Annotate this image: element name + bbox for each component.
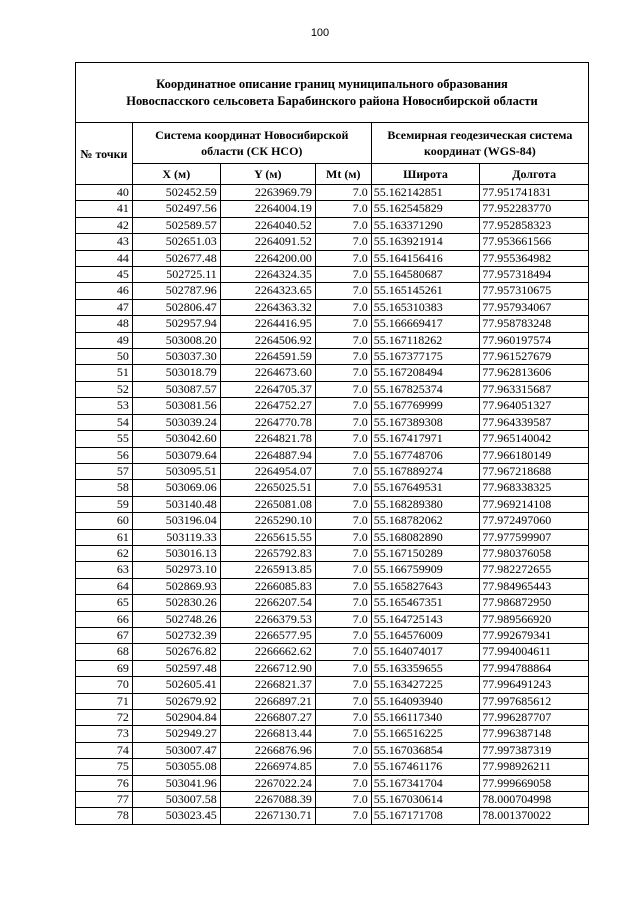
table-row bbox=[76, 431, 589, 447]
cell-point-number: 46 bbox=[76, 283, 133, 299]
table-row bbox=[76, 742, 589, 758]
cell-point-number: 75 bbox=[76, 759, 133, 775]
table-row bbox=[76, 808, 589, 824]
cell-mt: 7.0 bbox=[315, 185, 371, 201]
cell-y: 2266807.27 bbox=[220, 710, 315, 726]
cell-longitude: 77.960197574 bbox=[480, 332, 589, 348]
cell-longitude: 77.968338325 bbox=[480, 480, 589, 496]
cell-y: 2264752.27 bbox=[220, 398, 315, 414]
cell-y: 2267088.39 bbox=[220, 792, 315, 808]
header-world-system: Всемирная геодезическая система координат (WGS-84) bbox=[371, 123, 588, 164]
cell-latitude: 55.163371290 bbox=[371, 217, 480, 233]
cell-y: 2266712.90 bbox=[220, 660, 315, 676]
cell-longitude: 78.000704998 bbox=[480, 792, 589, 808]
cell-x: 502676.82 bbox=[132, 644, 220, 660]
table-row bbox=[76, 759, 589, 775]
cell-mt: 7.0 bbox=[315, 447, 371, 463]
table-row bbox=[76, 185, 589, 201]
cell-latitude: 55.167118262 bbox=[371, 332, 480, 348]
table-row bbox=[76, 611, 589, 627]
cell-latitude: 55.165827643 bbox=[371, 578, 480, 594]
header-local-system: Система координат Новосибирской области (СК НСО) bbox=[132, 123, 371, 164]
cell-longitude: 77.957318494 bbox=[480, 267, 589, 283]
cell-latitude: 55.164074017 bbox=[371, 644, 480, 660]
cell-mt: 7.0 bbox=[315, 726, 371, 742]
cell-longitude: 77.996387148 bbox=[480, 726, 589, 742]
title-line-2: Новоспасского сельсовета Барабинского района Новосибирской области bbox=[126, 93, 538, 108]
table-row bbox=[76, 578, 589, 594]
cell-longitude: 77.958783248 bbox=[480, 316, 589, 332]
cell-x: 503016.13 bbox=[132, 545, 220, 561]
cell-point-number: 53 bbox=[76, 398, 133, 414]
cell-point-number: 62 bbox=[76, 545, 133, 561]
cell-point-number: 78 bbox=[76, 808, 133, 824]
cell-mt: 7.0 bbox=[315, 431, 371, 447]
cell-longitude: 77.965140042 bbox=[480, 431, 589, 447]
cell-x: 502677.48 bbox=[132, 250, 220, 266]
cell-point-number: 61 bbox=[76, 529, 133, 545]
cell-latitude: 55.167769999 bbox=[371, 398, 480, 414]
table-row bbox=[76, 529, 589, 545]
cell-x: 502806.47 bbox=[132, 299, 220, 315]
cell-longitude: 77.966180149 bbox=[480, 447, 589, 463]
cell-x: 503008.20 bbox=[132, 332, 220, 348]
cell-x: 502452.59 bbox=[132, 185, 220, 201]
cell-latitude: 55.164156416 bbox=[371, 250, 480, 266]
cell-x: 503007.58 bbox=[132, 792, 220, 808]
cell-x: 503095.51 bbox=[132, 463, 220, 479]
cell-x: 502949.27 bbox=[132, 726, 220, 742]
table-row bbox=[76, 217, 589, 233]
header-x: X (м) bbox=[132, 164, 220, 185]
cell-x: 503037.30 bbox=[132, 349, 220, 365]
cell-point-number: 59 bbox=[76, 496, 133, 512]
cell-y: 2264506.92 bbox=[220, 332, 315, 348]
table-row bbox=[76, 545, 589, 561]
cell-latitude: 55.166669417 bbox=[371, 316, 480, 332]
cell-y: 2264954.07 bbox=[220, 463, 315, 479]
cell-latitude: 55.167150289 bbox=[371, 545, 480, 561]
cell-latitude: 55.165467351 bbox=[371, 595, 480, 611]
cell-point-number: 70 bbox=[76, 677, 133, 693]
cell-point-number: 51 bbox=[76, 365, 133, 381]
cell-longitude: 78.001370022 bbox=[480, 808, 589, 824]
cell-mt: 7.0 bbox=[315, 349, 371, 365]
cell-mt: 7.0 bbox=[315, 201, 371, 217]
cell-mt: 7.0 bbox=[315, 562, 371, 578]
cell-latitude: 55.164580687 bbox=[371, 267, 480, 283]
cell-x: 502957.94 bbox=[132, 316, 220, 332]
cell-mt: 7.0 bbox=[315, 627, 371, 643]
cell-y: 2264004.19 bbox=[220, 201, 315, 217]
cell-point-number: 44 bbox=[76, 250, 133, 266]
cell-y: 2266876.96 bbox=[220, 742, 315, 758]
cell-point-number: 73 bbox=[76, 726, 133, 742]
cell-x: 503081.56 bbox=[132, 398, 220, 414]
cell-x: 503140.48 bbox=[132, 496, 220, 512]
cell-longitude: 77.994788864 bbox=[480, 660, 589, 676]
cell-point-number: 65 bbox=[76, 595, 133, 611]
cell-y: 2265615.55 bbox=[220, 529, 315, 545]
cell-point-number: 49 bbox=[76, 332, 133, 348]
cell-longitude: 77.972497060 bbox=[480, 513, 589, 529]
table-row bbox=[76, 792, 589, 808]
cell-mt: 7.0 bbox=[315, 545, 371, 561]
cell-y: 2266897.21 bbox=[220, 693, 315, 709]
cell-longitude: 77.996287707 bbox=[480, 710, 589, 726]
cell-latitude: 55.167748706 bbox=[371, 447, 480, 463]
cell-x: 502497.56 bbox=[132, 201, 220, 217]
cell-longitude: 77.977599907 bbox=[480, 529, 589, 545]
cell-mt: 7.0 bbox=[315, 250, 371, 266]
cell-x: 503069.06 bbox=[132, 480, 220, 496]
cell-mt: 7.0 bbox=[315, 463, 371, 479]
cell-longitude: 77.955364982 bbox=[480, 250, 589, 266]
cell-latitude: 55.167341704 bbox=[371, 775, 480, 791]
cell-x: 502732.39 bbox=[132, 627, 220, 643]
cell-y: 2265792.83 bbox=[220, 545, 315, 561]
cell-longitude: 77.957934067 bbox=[480, 299, 589, 315]
cell-latitude: 55.162545829 bbox=[371, 201, 480, 217]
cell-point-number: 58 bbox=[76, 480, 133, 496]
cell-mt: 7.0 bbox=[315, 529, 371, 545]
cell-latitude: 55.163921914 bbox=[371, 234, 480, 250]
cell-mt: 7.0 bbox=[315, 480, 371, 496]
cell-point-number: 41 bbox=[76, 201, 133, 217]
cell-longitude: 77.964051327 bbox=[480, 398, 589, 414]
table-row bbox=[76, 480, 589, 496]
cell-y: 2266813.44 bbox=[220, 726, 315, 742]
cell-y: 2264591.59 bbox=[220, 349, 315, 365]
cell-y: 2264705.37 bbox=[220, 381, 315, 397]
cell-point-number: 47 bbox=[76, 299, 133, 315]
cell-mt: 7.0 bbox=[315, 414, 371, 430]
cell-longitude: 77.984965443 bbox=[480, 578, 589, 594]
cell-latitude: 55.166117340 bbox=[371, 710, 480, 726]
table-row bbox=[76, 283, 589, 299]
table-row bbox=[76, 250, 589, 266]
cell-latitude: 55.162142851 bbox=[371, 185, 480, 201]
header-longitude: Долгота bbox=[480, 164, 589, 185]
cell-longitude: 77.982272655 bbox=[480, 562, 589, 578]
cell-latitude: 55.164725143 bbox=[371, 611, 480, 627]
cell-x: 503023.45 bbox=[132, 808, 220, 824]
cell-longitude: 77.999669058 bbox=[480, 775, 589, 791]
title-line-1: Координатное описание границ муниципального образования bbox=[156, 76, 508, 91]
cell-mt: 7.0 bbox=[315, 611, 371, 627]
cell-x: 503018.79 bbox=[132, 365, 220, 381]
cell-point-number: 43 bbox=[76, 234, 133, 250]
cell-longitude: 77.967218688 bbox=[480, 463, 589, 479]
cell-latitude: 55.163427225 bbox=[371, 677, 480, 693]
table-row bbox=[76, 644, 589, 660]
cell-mt: 7.0 bbox=[315, 217, 371, 233]
cell-longitude: 77.996491243 bbox=[480, 677, 589, 693]
cell-point-number: 40 bbox=[76, 185, 133, 201]
cell-mt: 7.0 bbox=[315, 267, 371, 283]
cell-latitude: 55.167417971 bbox=[371, 431, 480, 447]
cell-latitude: 55.164093940 bbox=[371, 693, 480, 709]
table-body bbox=[76, 185, 589, 825]
cell-y: 2265025.51 bbox=[220, 480, 315, 496]
cell-mt: 7.0 bbox=[315, 775, 371, 791]
cell-mt: 7.0 bbox=[315, 299, 371, 315]
cell-point-number: 56 bbox=[76, 447, 133, 463]
cell-y: 2264770.78 bbox=[220, 414, 315, 430]
cell-mt: 7.0 bbox=[315, 381, 371, 397]
cell-latitude: 55.168289380 bbox=[371, 496, 480, 512]
cell-longitude: 77.952858323 bbox=[480, 217, 589, 233]
cell-longitude: 77.997685612 bbox=[480, 693, 589, 709]
cell-mt: 7.0 bbox=[315, 710, 371, 726]
table-row bbox=[76, 463, 589, 479]
cell-point-number: 60 bbox=[76, 513, 133, 529]
cell-latitude: 55.164576009 bbox=[371, 627, 480, 643]
cell-latitude: 55.168782062 bbox=[371, 513, 480, 529]
cell-latitude: 55.167461176 bbox=[371, 759, 480, 775]
cell-latitude: 55.163359655 bbox=[371, 660, 480, 676]
table-row bbox=[76, 677, 589, 693]
cell-mt: 7.0 bbox=[315, 283, 371, 299]
cell-longitude: 77.980376058 bbox=[480, 545, 589, 561]
cell-x: 502725.11 bbox=[132, 267, 220, 283]
cell-latitude: 55.167649531 bbox=[371, 480, 480, 496]
cell-point-number: 57 bbox=[76, 463, 133, 479]
cell-y: 2267022.24 bbox=[220, 775, 315, 791]
cell-mt: 7.0 bbox=[315, 513, 371, 529]
table-row bbox=[76, 316, 589, 332]
coordinates-table bbox=[75, 62, 589, 825]
cell-latitude: 55.167377175 bbox=[371, 349, 480, 365]
cell-y: 2264323.65 bbox=[220, 283, 315, 299]
cell-point-number: 72 bbox=[76, 710, 133, 726]
cell-y: 2265913.85 bbox=[220, 562, 315, 578]
cell-x: 503087.57 bbox=[132, 381, 220, 397]
table-row bbox=[76, 398, 589, 414]
cell-mt: 7.0 bbox=[315, 759, 371, 775]
cell-mt: 7.0 bbox=[315, 365, 371, 381]
table-row bbox=[76, 365, 589, 381]
cell-point-number: 64 bbox=[76, 578, 133, 594]
cell-y: 2266207.54 bbox=[220, 595, 315, 611]
cell-longitude: 77.994004611 bbox=[480, 644, 589, 660]
cell-longitude: 77.964339587 bbox=[480, 414, 589, 430]
cell-x: 503042.60 bbox=[132, 431, 220, 447]
cell-x: 502973.10 bbox=[132, 562, 220, 578]
table-row bbox=[76, 693, 589, 709]
table-row bbox=[76, 299, 589, 315]
table-row bbox=[76, 332, 589, 348]
cell-longitude: 77.962813606 bbox=[480, 365, 589, 381]
cell-y: 2264887.94 bbox=[220, 447, 315, 463]
cell-latitude: 55.166516225 bbox=[371, 726, 480, 742]
cell-mt: 7.0 bbox=[315, 644, 371, 660]
cell-y: 2266662.62 bbox=[220, 644, 315, 660]
cell-mt: 7.0 bbox=[315, 595, 371, 611]
header-y: Y (м) bbox=[220, 164, 315, 185]
cell-point-number: 54 bbox=[76, 414, 133, 430]
cell-point-number: 52 bbox=[76, 381, 133, 397]
cell-x: 502597.48 bbox=[132, 660, 220, 676]
table-row bbox=[76, 234, 589, 250]
header-latitude: Широта bbox=[371, 164, 480, 185]
cell-y: 2266974.85 bbox=[220, 759, 315, 775]
cell-y: 2264040.52 bbox=[220, 217, 315, 233]
table-row bbox=[76, 496, 589, 512]
cell-mt: 7.0 bbox=[315, 234, 371, 250]
cell-y: 2265290.10 bbox=[220, 513, 315, 529]
cell-latitude: 55.167389308 bbox=[371, 414, 480, 430]
cell-mt: 7.0 bbox=[315, 578, 371, 594]
table-row bbox=[76, 267, 589, 283]
cell-x: 502869.93 bbox=[132, 578, 220, 594]
cell-x: 503039.24 bbox=[132, 414, 220, 430]
cell-latitude: 55.167889274 bbox=[371, 463, 480, 479]
cell-longitude: 77.986872950 bbox=[480, 595, 589, 611]
cell-longitude: 77.969214108 bbox=[480, 496, 589, 512]
cell-point-number: 55 bbox=[76, 431, 133, 447]
cell-longitude: 77.953661566 bbox=[480, 234, 589, 250]
cell-latitude: 55.167171708 bbox=[371, 808, 480, 824]
cell-x: 502904.84 bbox=[132, 710, 220, 726]
cell-point-number: 74 bbox=[76, 742, 133, 758]
table-row bbox=[76, 710, 589, 726]
cell-y: 2263969.79 bbox=[220, 185, 315, 201]
cell-x: 503041.96 bbox=[132, 775, 220, 791]
cell-longitude: 77.992679341 bbox=[480, 627, 589, 643]
cell-longitude: 77.951741831 bbox=[480, 185, 589, 201]
cell-longitude: 77.998926211 bbox=[480, 759, 589, 775]
cell-mt: 7.0 bbox=[315, 792, 371, 808]
cell-point-number: 77 bbox=[76, 792, 133, 808]
cell-point-number: 50 bbox=[76, 349, 133, 365]
cell-point-number: 48 bbox=[76, 316, 133, 332]
cell-x: 502748.26 bbox=[132, 611, 220, 627]
table-row bbox=[76, 414, 589, 430]
cell-mt: 7.0 bbox=[315, 660, 371, 676]
cell-x: 502605.41 bbox=[132, 677, 220, 693]
cell-latitude: 55.167036854 bbox=[371, 742, 480, 758]
cell-point-number: 71 bbox=[76, 693, 133, 709]
cell-latitude: 55.167825374 bbox=[371, 381, 480, 397]
cell-point-number: 63 bbox=[76, 562, 133, 578]
cell-latitude: 55.167208494 bbox=[371, 365, 480, 381]
cell-point-number: 69 bbox=[76, 660, 133, 676]
cell-y: 2264324.35 bbox=[220, 267, 315, 283]
table-row bbox=[76, 562, 589, 578]
cell-point-number: 76 bbox=[76, 775, 133, 791]
cell-y: 2266577.95 bbox=[220, 627, 315, 643]
header-mt: Mt (м) bbox=[315, 164, 371, 185]
cell-longitude: 77.989566920 bbox=[480, 611, 589, 627]
cell-latitude: 55.166759909 bbox=[371, 562, 480, 578]
cell-longitude: 77.997387319 bbox=[480, 742, 589, 758]
table-row bbox=[76, 660, 589, 676]
cell-point-number: 42 bbox=[76, 217, 133, 233]
table-title bbox=[76, 63, 589, 123]
cell-x: 502589.57 bbox=[132, 217, 220, 233]
cell-x: 503079.64 bbox=[132, 447, 220, 463]
cell-y: 2266379.53 bbox=[220, 611, 315, 627]
table-row bbox=[76, 775, 589, 791]
cell-y: 2264091.52 bbox=[220, 234, 315, 250]
cell-x: 503055.08 bbox=[132, 759, 220, 775]
table-row bbox=[76, 381, 589, 397]
cell-mt: 7.0 bbox=[315, 742, 371, 758]
cell-y: 2264673.60 bbox=[220, 365, 315, 381]
cell-point-number: 66 bbox=[76, 611, 133, 627]
cell-mt: 7.0 bbox=[315, 316, 371, 332]
cell-x: 502679.92 bbox=[132, 693, 220, 709]
cell-latitude: 55.165145261 bbox=[371, 283, 480, 299]
cell-longitude: 77.952283770 bbox=[480, 201, 589, 217]
cell-y: 2264363.32 bbox=[220, 299, 315, 315]
cell-mt: 7.0 bbox=[315, 677, 371, 693]
cell-y: 2265081.08 bbox=[220, 496, 315, 512]
cell-x: 502651.03 bbox=[132, 234, 220, 250]
cell-mt: 7.0 bbox=[315, 808, 371, 824]
cell-mt: 7.0 bbox=[315, 398, 371, 414]
cell-latitude: 55.167030614 bbox=[371, 792, 480, 808]
table-row bbox=[76, 201, 589, 217]
cell-x: 503119.33 bbox=[132, 529, 220, 545]
cell-y: 2266821.37 bbox=[220, 677, 315, 693]
table-row bbox=[76, 447, 589, 463]
cell-point-number: 67 bbox=[76, 627, 133, 643]
cell-y: 2266085.83 bbox=[220, 578, 315, 594]
cell-mt: 7.0 bbox=[315, 496, 371, 512]
table-row bbox=[76, 349, 589, 365]
cell-mt: 7.0 bbox=[315, 332, 371, 348]
header-point-number: № точки bbox=[76, 123, 133, 185]
cell-longitude: 77.957310675 bbox=[480, 283, 589, 299]
cell-latitude: 55.168082890 bbox=[371, 529, 480, 545]
table-row bbox=[76, 513, 589, 529]
table-row bbox=[76, 627, 589, 643]
cell-y: 2264821.78 bbox=[220, 431, 315, 447]
cell-longitude: 77.961527679 bbox=[480, 349, 589, 365]
cell-x: 503196.04 bbox=[132, 513, 220, 529]
cell-y: 2264416.95 bbox=[220, 316, 315, 332]
page-number: 100 bbox=[310, 27, 330, 39]
table-row bbox=[76, 726, 589, 742]
cell-x: 503007.47 bbox=[132, 742, 220, 758]
cell-point-number: 45 bbox=[76, 267, 133, 283]
cell-y: 2267130.71 bbox=[220, 808, 315, 824]
cell-y: 2264200.00 bbox=[220, 250, 315, 266]
cell-mt: 7.0 bbox=[315, 693, 371, 709]
cell-x: 502830.26 bbox=[132, 595, 220, 611]
cell-point-number: 68 bbox=[76, 644, 133, 660]
cell-x: 502787.96 bbox=[132, 283, 220, 299]
cell-longitude: 77.963315687 bbox=[480, 381, 589, 397]
cell-latitude: 55.165310383 bbox=[371, 299, 480, 315]
table-row bbox=[76, 595, 589, 611]
